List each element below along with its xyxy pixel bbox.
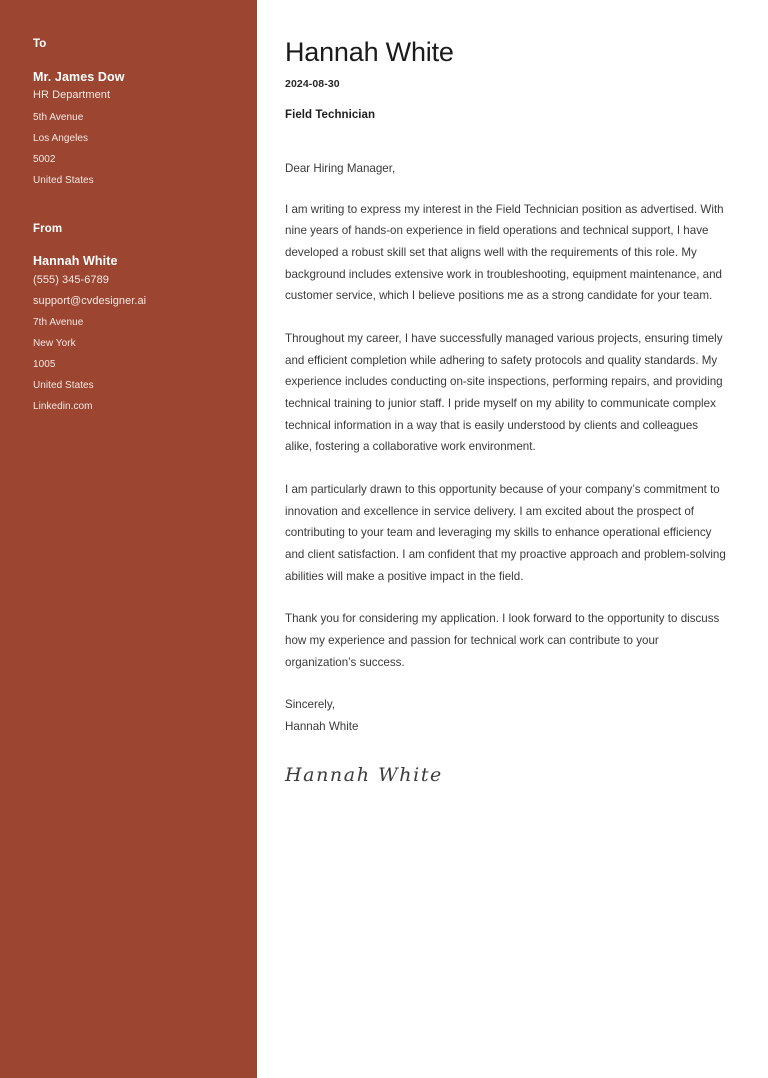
recipient-postal-code: 5002 xyxy=(33,153,56,165)
sender-linkedin[interactable]: Linkedin.com xyxy=(33,401,93,413)
sender-postal-code: 1005 xyxy=(33,359,56,371)
recipient-street: 5th Avenue xyxy=(33,111,84,123)
letter-date: 2024-08-30 xyxy=(285,77,340,90)
sender-country: United States xyxy=(33,380,94,392)
page-title: Hannah White xyxy=(285,37,454,67)
salutation: Dear Hiring Manager, xyxy=(285,161,396,175)
from-label: From xyxy=(33,222,63,235)
sender-street: 7th Avenue xyxy=(33,317,84,329)
letter-paragraph-4: Thank you for considering my application. I look forward to the opportunity to discuss how my experience and passion for technical work can contribute to your organization’s success. xyxy=(285,612,720,669)
recipient-country: United States xyxy=(33,174,94,186)
closing-name: Hannah White xyxy=(285,720,359,734)
signature: Hannah White xyxy=(285,763,443,786)
letter-paragraph-1: I am writing to express my interest in the Field Technician position as advertised. With nine years of hands-on experience in field operations and technical support, I have developed a robust skill set that aligns well with the requirements of this role. My background includes extensive work in troubleshooting, equipment maintenance, and customer service, which I believe positions me as a strong candidate for your team. xyxy=(285,202,724,303)
job-title: Field Technician xyxy=(285,108,376,121)
recipient-city: Los Angeles xyxy=(33,132,89,144)
letter-paragraph-2: Throughout my career, I have successfully managed various projects, ensuring timely and efficient completion while adhering to safety protocols and quality standards. My experience includes conducting on-site inspections, performing repairs, and providing technical training to junior staff. I pride myself on my ability to communicate complex technical information in a way that is easily understood by clients and colleagues alike, fostering a collaborative work environment. xyxy=(285,332,723,454)
sender-email[interactable]: support@cvdesigner.ai xyxy=(33,295,147,308)
letter-paragraph-3: I am particularly drawn to this opportunity because of your company’s commitment to innovation and excellence in service delivery. I am excited about the prospect of contributing to your team and leveraging my skills to enhance operational efficiency and client satisfaction. I am confident that my proactive approach and problem-solving abilities will make a positive impact in the field. xyxy=(285,483,726,583)
recipient-department: HR Department xyxy=(33,89,111,102)
sender-phone[interactable]: (555) 345-6789 xyxy=(33,273,109,286)
to-label: To xyxy=(33,38,47,50)
recipient-name: Mr. James Dow xyxy=(33,69,125,84)
closing-salutation: Sincerely, xyxy=(285,698,336,712)
letter-body xyxy=(257,0,768,1078)
sender-block xyxy=(33,223,227,418)
sender-name: Hannah White xyxy=(33,254,118,269)
recipient-block xyxy=(33,38,227,191)
sender-city: New York xyxy=(33,338,76,350)
closing-block xyxy=(285,694,727,737)
contact-sidebar xyxy=(0,0,257,1078)
